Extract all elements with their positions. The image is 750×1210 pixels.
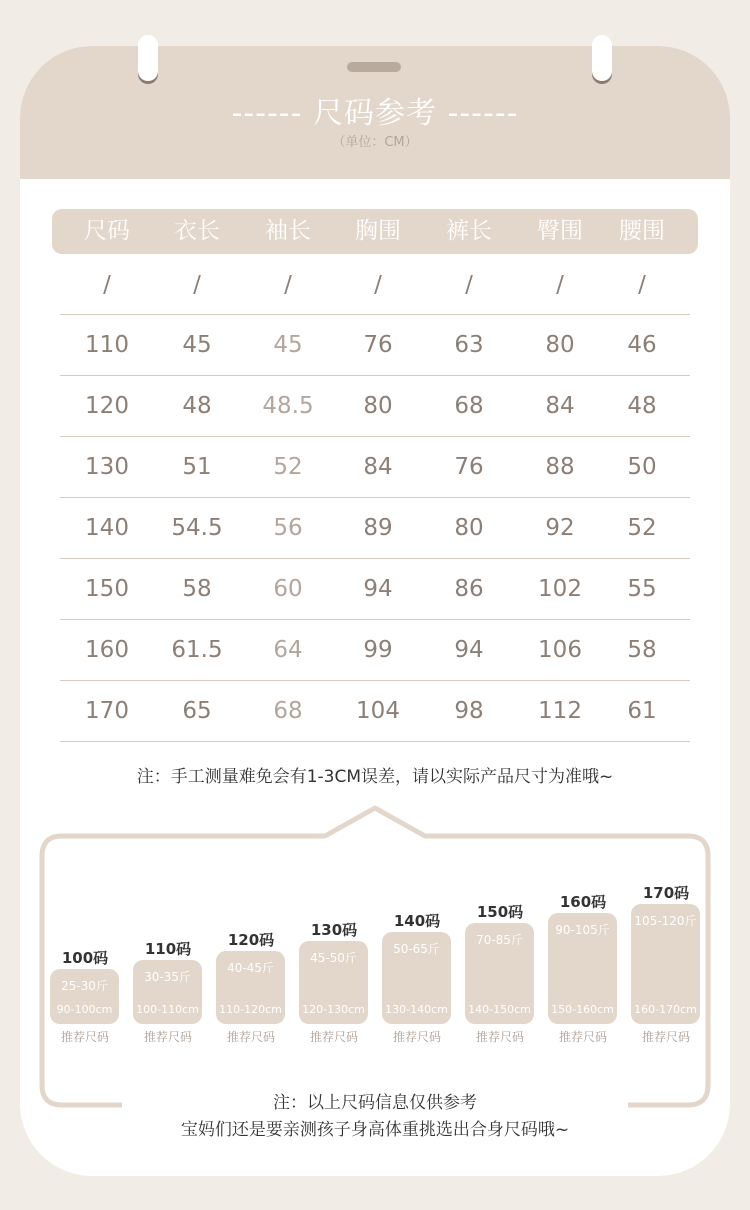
table-cell-hip: 80 xyxy=(545,332,575,358)
advice-note: 宝妈们还是要亲测孩子身高体重挑选出合身尺码哦~ xyxy=(180,1120,570,1140)
table-cell-pants: 86 xyxy=(454,576,484,602)
recommend-tag: 推荐尺码 xyxy=(60,1030,109,1044)
recommend-height: 100-110cm xyxy=(136,1003,199,1016)
table-cell-pants: 94 xyxy=(454,637,484,663)
table-cell-sleeve: 48.5 xyxy=(262,393,314,419)
table-cell-chest: 84 xyxy=(363,454,393,480)
table-cell-hip: 102 xyxy=(538,576,582,602)
table-cell-length: 45 xyxy=(182,332,212,358)
recommend-size-label: 160码 xyxy=(559,893,607,911)
page-title: ------ 尺码参考 ------ xyxy=(231,96,519,131)
table-cell-waist: 46 xyxy=(627,332,657,358)
recommend-weight: 25-30斤 xyxy=(61,979,108,993)
recommend-tag: 推荐尺码 xyxy=(558,1030,607,1044)
table-cell-hip: 88 xyxy=(545,454,575,480)
reference-note: 注：以上尺码信息仅供参考 xyxy=(273,1093,477,1113)
table-cell-length: 61.5 xyxy=(171,637,223,663)
measurement-note: 注：手工测量难免会有1-3CM误差，请以实际产品尺寸为准哦~ xyxy=(136,767,614,787)
table-cell-length: 51 xyxy=(182,454,212,480)
table-cell-size: 150 xyxy=(85,576,129,602)
unit-label: （单位：CM） xyxy=(332,135,418,150)
recommend-tag: 推荐尺码 xyxy=(392,1030,441,1044)
placeholder-cell: / xyxy=(465,272,473,298)
recommend-tag: 推荐尺码 xyxy=(641,1030,690,1044)
table-cell-size: 120 xyxy=(85,393,129,419)
column-header-length: 衣长 xyxy=(174,218,220,244)
column-header-chest: 胸围 xyxy=(355,218,401,244)
placeholder-cell: / xyxy=(374,272,382,298)
table-cell-pants: 68 xyxy=(454,393,484,419)
placeholder-cell: / xyxy=(556,272,564,298)
table-cell-chest: 76 xyxy=(363,332,393,358)
table-cell-size: 130 xyxy=(85,454,129,480)
recommend-tag: 推荐尺码 xyxy=(226,1030,275,1044)
recommend-weight: 90-105斤 xyxy=(555,923,610,937)
table-cell-size: 160 xyxy=(85,637,129,663)
table-cell-chest: 99 xyxy=(363,637,393,663)
table-cell-sleeve: 68 xyxy=(273,698,303,724)
table-cell-pants: 80 xyxy=(454,515,484,541)
table-cell-pants: 63 xyxy=(454,332,484,358)
recommend-height: 90-100cm xyxy=(56,1003,113,1016)
table-cell-hip: 92 xyxy=(545,515,575,541)
recommend-size-label: 120码 xyxy=(227,931,275,949)
table-cell-length: 65 xyxy=(182,698,212,724)
column-header-waist: 腰围 xyxy=(619,218,665,244)
placeholder-cell: / xyxy=(638,272,646,298)
table-cell-waist: 55 xyxy=(627,576,657,602)
table-cell-waist: 48 xyxy=(627,393,657,419)
table-cell-length: 48 xyxy=(182,393,212,419)
table-cell-chest: 80 xyxy=(363,393,393,419)
recommend-size-label: 170码 xyxy=(642,884,690,902)
table-cell-length: 54.5 xyxy=(171,515,223,541)
table-cell-sleeve: 56 xyxy=(273,515,303,541)
table-cell-waist: 61 xyxy=(627,698,657,724)
column-header-sleeve: 袖长 xyxy=(265,218,311,244)
recommend-weight: 70-85斤 xyxy=(476,933,523,947)
table-cell-sleeve: 52 xyxy=(273,454,303,480)
recommend-tag: 推荐尺码 xyxy=(143,1030,192,1044)
table-cell-hip: 84 xyxy=(545,393,575,419)
recommend-height: 110-120cm xyxy=(219,1003,282,1016)
table-cell-size: 140 xyxy=(85,515,129,541)
table-cell-sleeve: 60 xyxy=(273,576,303,602)
table-cell-sleeve: 45 xyxy=(273,332,303,358)
table-cell-pants: 76 xyxy=(454,454,484,480)
recommend-height: 150-160cm xyxy=(551,1003,614,1016)
column-header-hip: 臀围 xyxy=(537,218,583,244)
placeholder-cell: / xyxy=(193,272,201,298)
table-cell-hip: 112 xyxy=(538,698,582,724)
table-cell-waist: 52 xyxy=(627,515,657,541)
recommend-size-label: 140码 xyxy=(393,912,441,930)
column-header-pants: 裤长 xyxy=(446,218,492,244)
column-header-size: 尺码 xyxy=(84,218,130,244)
recommend-weight: 40-45斤 xyxy=(227,961,274,975)
placeholder-cell: / xyxy=(103,272,111,298)
recommend-height: 160-170cm xyxy=(634,1003,697,1016)
recommend-size-label: 110码 xyxy=(144,940,192,958)
table-cell-size: 170 xyxy=(85,698,129,724)
table-cell-pants: 98 xyxy=(454,698,484,724)
recommend-size-label: 130码 xyxy=(310,921,358,939)
recommend-weight: 50-65斤 xyxy=(393,942,440,956)
recommend-height: 140-150cm xyxy=(468,1003,531,1016)
recommend-size-label: 150码 xyxy=(476,903,524,921)
table-cell-chest: 104 xyxy=(356,698,400,724)
recommend-size-label: 100码 xyxy=(61,949,109,967)
table-cell-chest: 89 xyxy=(363,515,393,541)
table-cell-waist: 58 xyxy=(627,637,657,663)
recommend-height: 130-140cm xyxy=(385,1003,448,1016)
recommend-tag: 推荐尺码 xyxy=(309,1030,358,1044)
table-cell-sleeve: 64 xyxy=(273,637,303,663)
table-cell-waist: 50 xyxy=(627,454,657,480)
recommend-height: 120-130cm xyxy=(302,1003,365,1016)
table-cell-length: 58 xyxy=(182,576,212,602)
placeholder-cell: / xyxy=(284,272,292,298)
recommend-weight: 105-120斤 xyxy=(634,914,697,928)
table-cell-size: 110 xyxy=(85,332,129,358)
recommend-weight: 45-50斤 xyxy=(310,951,357,965)
recommend-tag: 推荐尺码 xyxy=(475,1030,524,1044)
recommend-weight: 30-35斤 xyxy=(144,970,191,984)
table-cell-chest: 94 xyxy=(363,576,393,602)
table-cell-hip: 106 xyxy=(538,637,582,663)
